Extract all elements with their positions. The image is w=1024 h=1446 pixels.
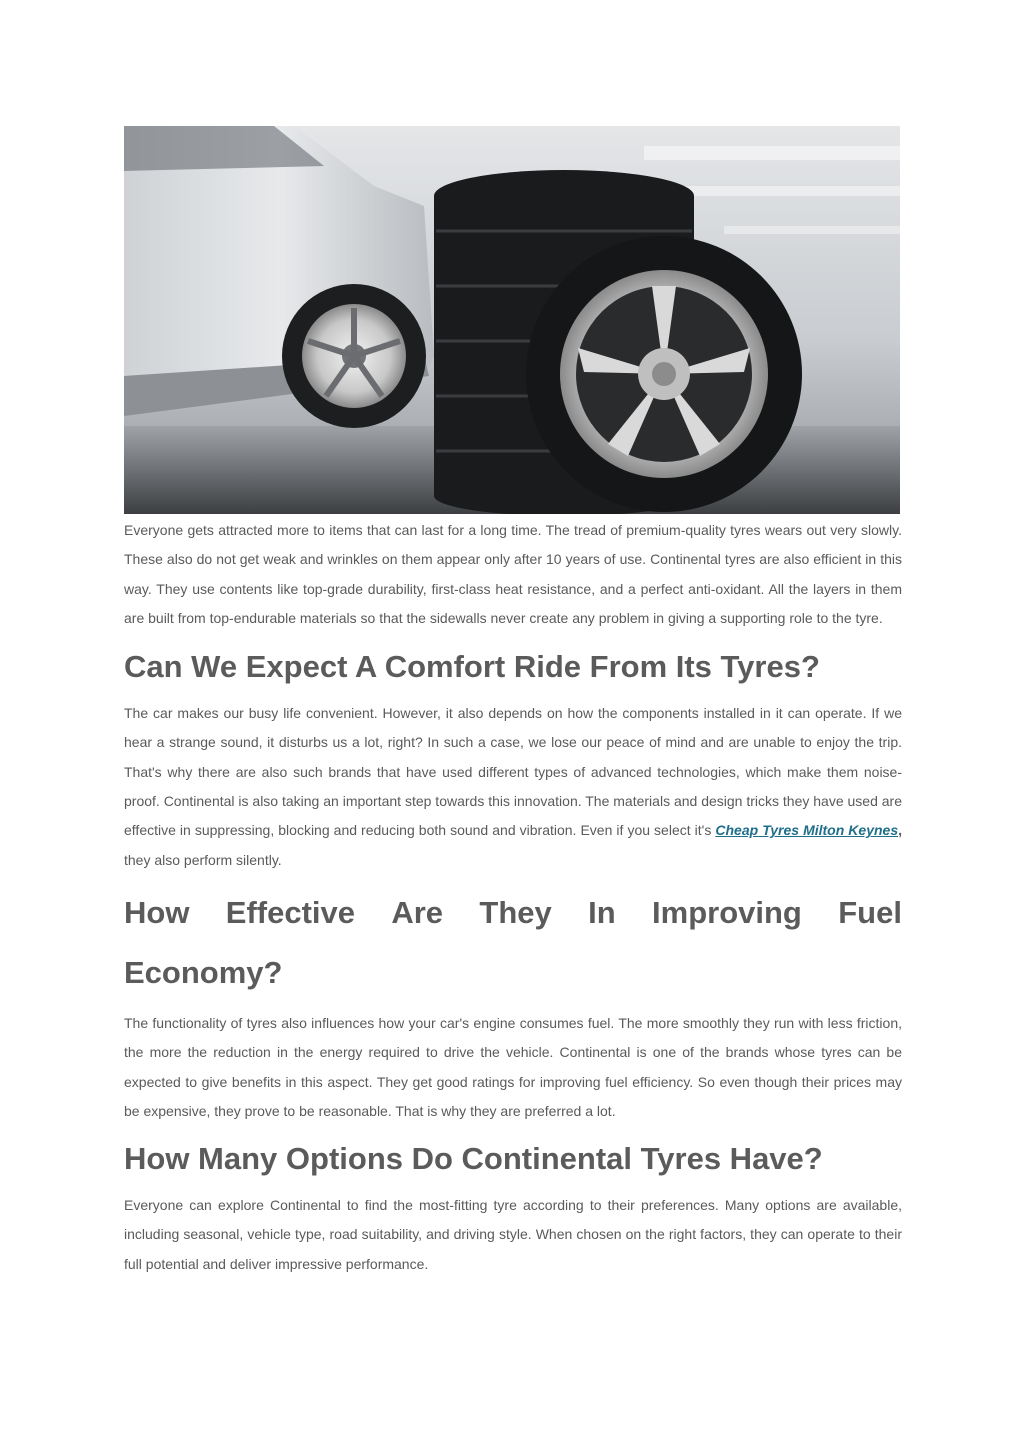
fuel-heading-word: Fuel <box>838 894 902 930</box>
intro-paragraph: Everyone gets attracted more to items that can last for a long time. The tread of premium-quality tyres wears out very slowly. These also do not get weak and wrinkles on them appear only after 10 years of use. Continental tyres are also efficient in this way. They use contents like top-grade durability, first-class heat resistance, and a perfect anti-oxidant. All the layers in them are built from top-endurable materials so that the sidewalls never create any problem in giving a supporting role to the tyre. <box>124 522 902 626</box>
link-comma: , <box>898 822 903 839</box>
fuel-heading-word: They <box>479 894 552 930</box>
fuel-paragraph: The functionality of tyres also influences how your car's engine consumes fuel. The more smoothly they run with less friction, the more the reduction in the energy required to drive the vehicle. Continental is one of the brands whose tyres can be expected to give benefits in this aspect. They get good ratings for improving fuel efficiency. So even though their prices may be expensive, they prove to be reasonable. That is why they are preferred a lot. <box>124 1014 902 1119</box>
options-heading: How Many Options Do Continental Tyres Have? <box>124 1141 823 1177</box>
fuel-heading-word: Are <box>391 894 444 930</box>
options-paragraph: Everyone can explore Continental to find the most-fitting tyre according to their preferences. Many options are available, including seasonal, vehicle type, road suitability, and driving style. When chosen on the right factors, they can operate to their full potential and deliver impressive performance. <box>124 1197 902 1272</box>
fuel-heading-word: Effective <box>225 894 356 930</box>
cheap-tyres-link[interactable]: Cheap Tyres Milton Keynes <box>715 822 899 839</box>
comfort-heading: Can We Expect A Comfort Ride From Its Tyres? <box>124 649 820 685</box>
fuel-heading-word: In <box>588 894 616 930</box>
fuel-heading-word: How <box>124 894 190 930</box>
fuel-heading-line-2: Economy? <box>124 954 283 990</box>
fuel-heading-word: Improving <box>652 894 802 930</box>
comfort-text-after-link: they also perform silently. <box>124 851 282 868</box>
document-page <box>124 126 902 1279</box>
fuel-heading-line-1 <box>124 883 902 943</box>
comfort-text-before-link: The car makes our busy life convenient. However, it also depends on how the components installed in it can operate. If we hear a strange sound, it disturbs us a lot, right? In such a case, we lose our peace of mind and are unable to enjoy the trip. That's why there are also such brands that have used different types of advanced technologies, which make them noise-proof. Continental is also taking an important step towards this innovation. The materials and design tricks they have used are effective in suppressing, blocking and reducing both sound and vibration. Even if you select it's <box>124 705 902 839</box>
fuel-heading <box>124 883 902 1003</box>
hero-image <box>124 126 900 514</box>
comfort-paragraph <box>124 699 902 875</box>
